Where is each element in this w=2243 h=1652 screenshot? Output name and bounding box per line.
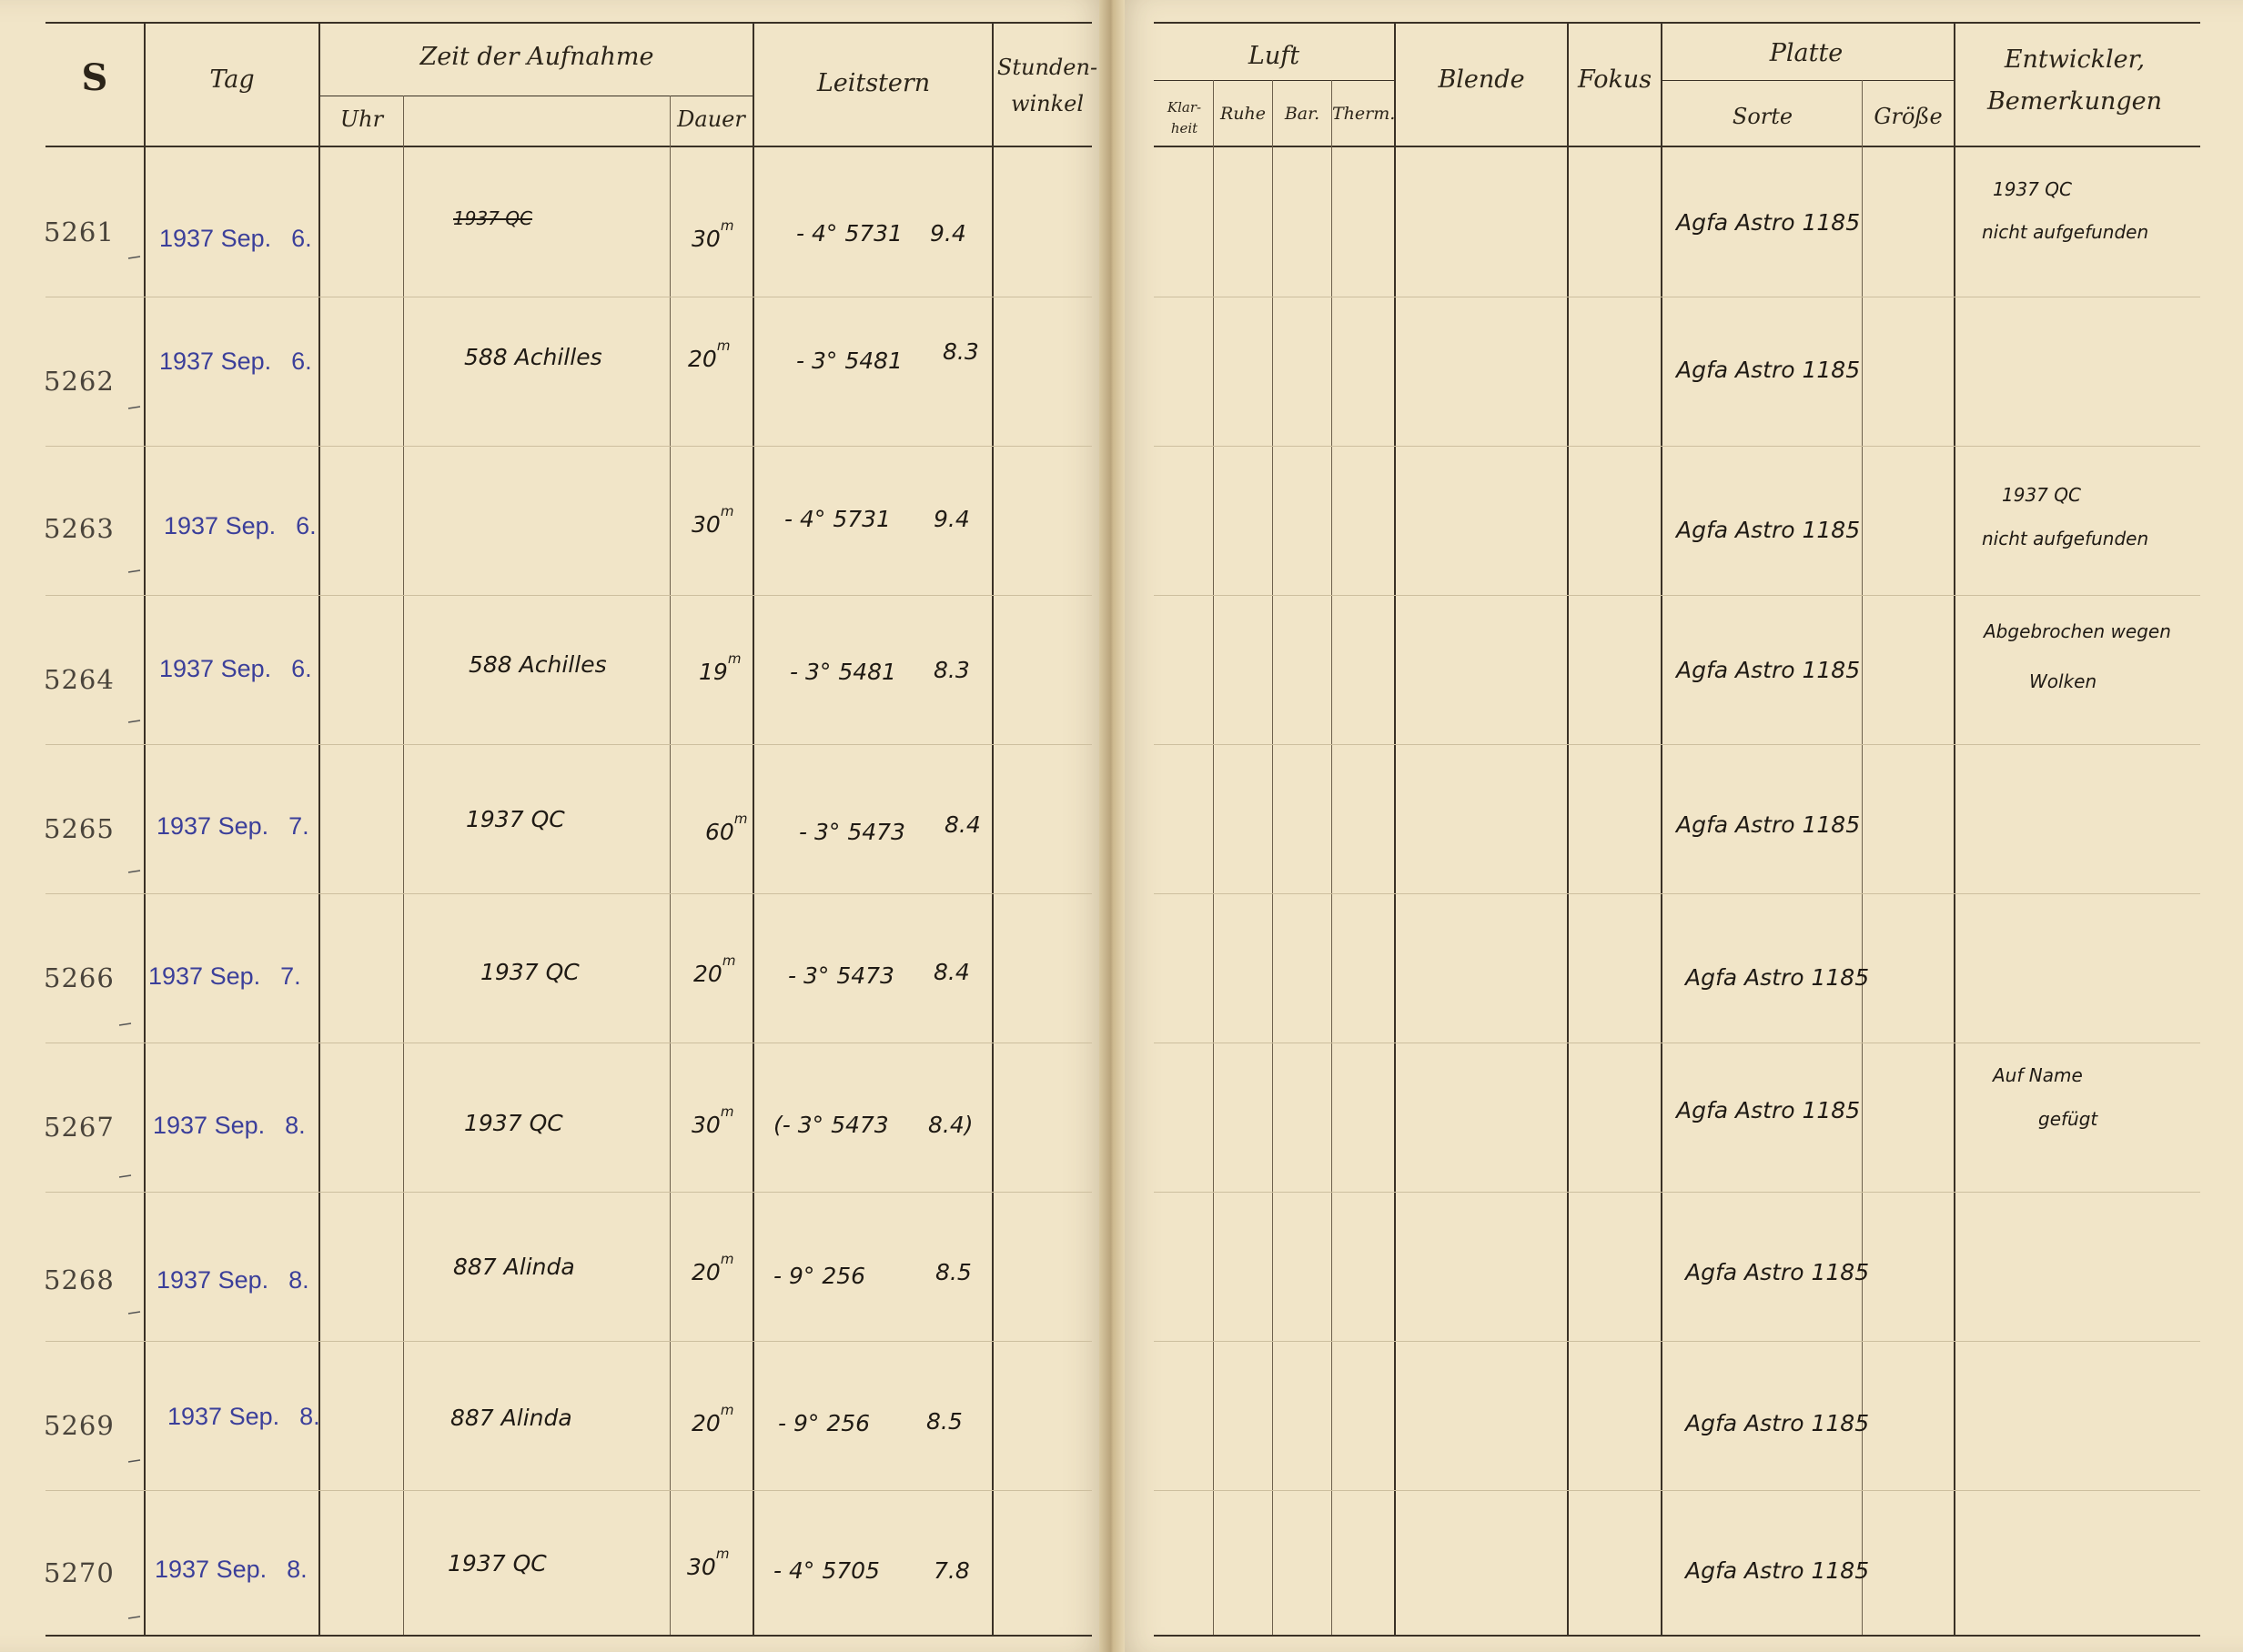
plate-number: 5265	[44, 813, 115, 844]
date-year: 1937 Sep.	[164, 512, 277, 539]
row-rule	[45, 1341, 1092, 1342]
exposure-duration: 20$^m$	[692, 1402, 734, 1436]
date-day: 8.	[288, 1266, 309, 1294]
plate-number: 5267	[44, 1112, 115, 1143]
date-year: 1937 Sep.	[159, 348, 272, 375]
col-divider-uhr	[403, 96, 404, 1635]
bottom-rule-right	[1154, 1635, 2200, 1637]
exposure-duration: 30$^m$	[687, 1546, 730, 1580]
col-divider-tag	[318, 22, 320, 1635]
guide-star: - 9° 256	[778, 1410, 871, 1436]
header-stundenwinkel-1: Stunden-	[996, 55, 1098, 80]
check-mark-icon	[127, 714, 142, 729]
row-rule	[45, 446, 1092, 447]
date-stamp	[164, 512, 317, 540]
row-rule	[45, 1490, 1092, 1491]
date-year: 1937 Sep.	[159, 225, 272, 252]
guide-star-mag: 8.5	[926, 1408, 963, 1435]
guide-star: - 3° 5473	[788, 962, 894, 989]
guide-star: - 4° 5731	[796, 220, 903, 247]
guide-star: (- 3° 5473	[773, 1112, 889, 1138]
col-divider-dauer	[753, 22, 754, 1635]
col-divider-s	[144, 22, 146, 1635]
date-day: 6.	[296, 512, 317, 539]
guide-star-mag: 8.4)	[928, 1112, 974, 1138]
plate-number: 5270	[44, 1557, 115, 1588]
header-rule-left	[45, 146, 1092, 147]
guide-star-mag: 8.4	[934, 959, 970, 985]
check-mark-icon	[127, 400, 142, 415]
date-day: 7.	[280, 962, 301, 990]
plate-number: 5269	[44, 1410, 115, 1441]
col-divider-blende	[1567, 22, 1569, 1635]
date-day: 8.	[299, 1403, 320, 1430]
check-mark-icon	[127, 564, 142, 579]
date-stamp	[155, 1556, 308, 1584]
bottom-rule-left	[45, 1635, 1092, 1637]
date-year: 1937 Sep.	[148, 962, 261, 990]
guide-star: - 3° 5481	[796, 348, 903, 374]
date-day: 6.	[291, 655, 312, 682]
header-ruhe: Ruhe	[1219, 104, 1267, 124]
header-leitstern: Leitstern	[816, 69, 931, 97]
row-rule	[1154, 1192, 2200, 1193]
header-bar: Bar.	[1284, 104, 1320, 124]
exposure-duration: 30$^m$	[692, 503, 734, 538]
plate-number: 5261	[44, 217, 115, 247]
object-name: 887 Alinda	[453, 1254, 575, 1280]
date-stamp	[159, 348, 312, 376]
col-divider-fokus	[1661, 22, 1662, 1635]
check-mark-icon	[127, 1305, 142, 1320]
remark-line-2: Wolken	[2029, 670, 2097, 692]
header-sorte: Sorte	[1732, 104, 1793, 129]
header-entwickler-2: Bemerkungen	[1986, 87, 2163, 116]
plate-number: 5264	[44, 664, 115, 695]
check-mark-icon	[127, 864, 142, 879]
object-name-struck: 1937 QC	[453, 207, 532, 229]
row-rule	[1154, 595, 2200, 596]
header-stundenwinkel-2: winkel	[1010, 91, 1085, 116]
date-stamp	[148, 962, 301, 991]
check-mark-icon	[118, 1017, 133, 1032]
guide-star-mag: 9.4	[934, 506, 970, 532]
guide-star: - 3° 5481	[790, 659, 896, 685]
header-klarheit-2: heit	[1170, 120, 1198, 136]
date-day: 7.	[288, 812, 309, 840]
date-day: 8.	[287, 1556, 308, 1583]
row-rule	[45, 744, 1092, 745]
plate-type: Agfa Astro 1185	[1685, 1259, 1870, 1285]
guide-star-mag: 7.8	[934, 1557, 970, 1584]
top-rule-right	[1154, 22, 2200, 24]
date-year: 1937 Sep.	[155, 1556, 268, 1583]
guide-star-mag: 8.3	[943, 338, 979, 365]
date-year: 1937 Sep.	[157, 1266, 269, 1294]
remark-line-2: nicht aufgefunden	[1982, 221, 2149, 243]
plate-number: 5263	[44, 513, 115, 544]
object-name: 887 Alinda	[450, 1405, 572, 1431]
plate-type: Agfa Astro 1185	[1676, 357, 1861, 383]
plate-type: Agfa Astro 1185	[1685, 1410, 1870, 1436]
header-dauer: Dauer	[677, 106, 745, 132]
guide-star: - 4° 5705	[773, 1557, 880, 1584]
object-name: 1937 QC	[480, 959, 580, 985]
header-fokus: Fokus	[1577, 65, 1652, 94]
remark-line-1: Auf Name	[1993, 1064, 2083, 1086]
date-year: 1937 Sep.	[167, 1403, 280, 1430]
col-divider-luft	[1394, 22, 1396, 1635]
remark-line-1: Abgebrochen wegen	[1984, 620, 2171, 642]
col-divider-uhr-sub	[670, 96, 671, 1635]
exposure-duration: 19$^m$	[699, 650, 742, 685]
plate-type: Agfa Astro 1185	[1676, 1097, 1861, 1123]
guide-star-mag: 8.4	[945, 811, 981, 838]
exposure-duration: 60$^m$	[705, 811, 748, 845]
date-year: 1937 Sep.	[157, 812, 269, 840]
exposure-duration: 30$^m$	[692, 1103, 734, 1138]
header-tag: Tag	[209, 65, 255, 94]
row-rule	[45, 893, 1092, 894]
date-year: 1937 Sep.	[159, 655, 272, 682]
plate-type: Agfa Astro 1185	[1676, 209, 1861, 236]
date-stamp	[157, 812, 309, 841]
exposure-duration: 30$^m$	[692, 217, 734, 252]
col-divider-leitstern	[992, 22, 994, 1635]
date-day: 8.	[285, 1112, 306, 1139]
header-platte: Platte	[1769, 39, 1844, 67]
guide-star: - 4° 5731	[784, 506, 891, 532]
header-zeit: Zeit der Aufnahme	[419, 43, 654, 71]
header-uhr: Uhr	[339, 106, 384, 132]
header-entwickler-1: Entwickler,	[2004, 45, 2146, 74]
row-rule	[1154, 446, 2200, 447]
plate-number: 5262	[44, 366, 115, 397]
date-stamp	[157, 1266, 309, 1294]
col-divider-ruhe	[1272, 80, 1273, 1635]
object-name: 1937 QC	[466, 806, 565, 832]
row-rule	[1154, 893, 2200, 894]
guide-star-mag: 8.5	[935, 1259, 972, 1285]
date-stamp	[167, 1403, 320, 1431]
col-divider-bar	[1331, 80, 1332, 1635]
exposure-duration: 20$^m$	[692, 1251, 734, 1285]
date-year: 1937 Sep.	[153, 1112, 266, 1139]
remark-line-2: gefügt	[2038, 1108, 2098, 1130]
check-mark-icon	[118, 1169, 133, 1184]
row-rule	[45, 595, 1092, 596]
date-stamp	[159, 225, 312, 253]
exposure-duration: 20$^m$	[688, 337, 731, 372]
plate-type: Agfa Astro 1185	[1685, 964, 1870, 991]
row-rule	[45, 1192, 1092, 1193]
object-name: 1937 QC	[448, 1550, 547, 1576]
platte-subheader-rule	[1661, 80, 1954, 81]
header-luft: Luft	[1248, 42, 1300, 70]
top-rule-left	[45, 22, 1092, 24]
book-gutter	[1099, 0, 1125, 1652]
object-name: 588 Achilles	[469, 651, 607, 678]
col-divider-platte	[1954, 22, 1955, 1635]
remark-line-2: nicht aufgefunden	[1982, 528, 2149, 549]
check-mark-icon	[127, 1454, 142, 1468]
header-s: S	[81, 56, 108, 99]
guide-star-mag: 9.4	[930, 220, 966, 247]
check-mark-icon	[127, 1610, 142, 1625]
row-rule	[1154, 1341, 2200, 1342]
plate-type: Agfa Astro 1185	[1685, 1557, 1870, 1584]
header-therm: Therm.	[1332, 104, 1396, 124]
remark-line-1: 1937 QC	[1993, 178, 2072, 200]
row-rule	[1154, 744, 2200, 745]
date-stamp	[159, 655, 312, 683]
header-groesse: Größe	[1874, 104, 1943, 129]
col-divider-klarheit	[1213, 80, 1214, 1635]
guide-star: - 9° 256	[773, 1263, 866, 1289]
object-name: 1937 QC	[464, 1110, 563, 1136]
exposure-duration: 20$^m$	[693, 952, 736, 987]
guide-star: - 3° 5473	[799, 819, 905, 845]
plate-type: Agfa Astro 1185	[1676, 657, 1861, 683]
plate-type: Agfa Astro 1185	[1676, 811, 1861, 838]
row-rule	[1154, 1490, 2200, 1491]
plate-number: 5266	[44, 962, 115, 993]
col-divider-sorte	[1862, 80, 1863, 1635]
luft-subheader-rule	[1154, 80, 1394, 81]
check-mark-icon	[127, 250, 142, 265]
date-day: 6.	[291, 348, 312, 375]
remark-line-1: 1937 QC	[2002, 484, 2081, 506]
plate-number: 5268	[44, 1264, 115, 1295]
guide-star-mag: 8.3	[934, 657, 970, 683]
header-klarheit-1: Klar-	[1167, 99, 1202, 116]
plate-type: Agfa Astro 1185	[1676, 517, 1861, 543]
date-day: 6.	[291, 225, 312, 252]
object-name: 588 Achilles	[464, 344, 602, 370]
header-rule-right	[1154, 146, 2200, 147]
date-stamp	[153, 1112, 306, 1140]
header-blende: Blende	[1438, 65, 1525, 94]
